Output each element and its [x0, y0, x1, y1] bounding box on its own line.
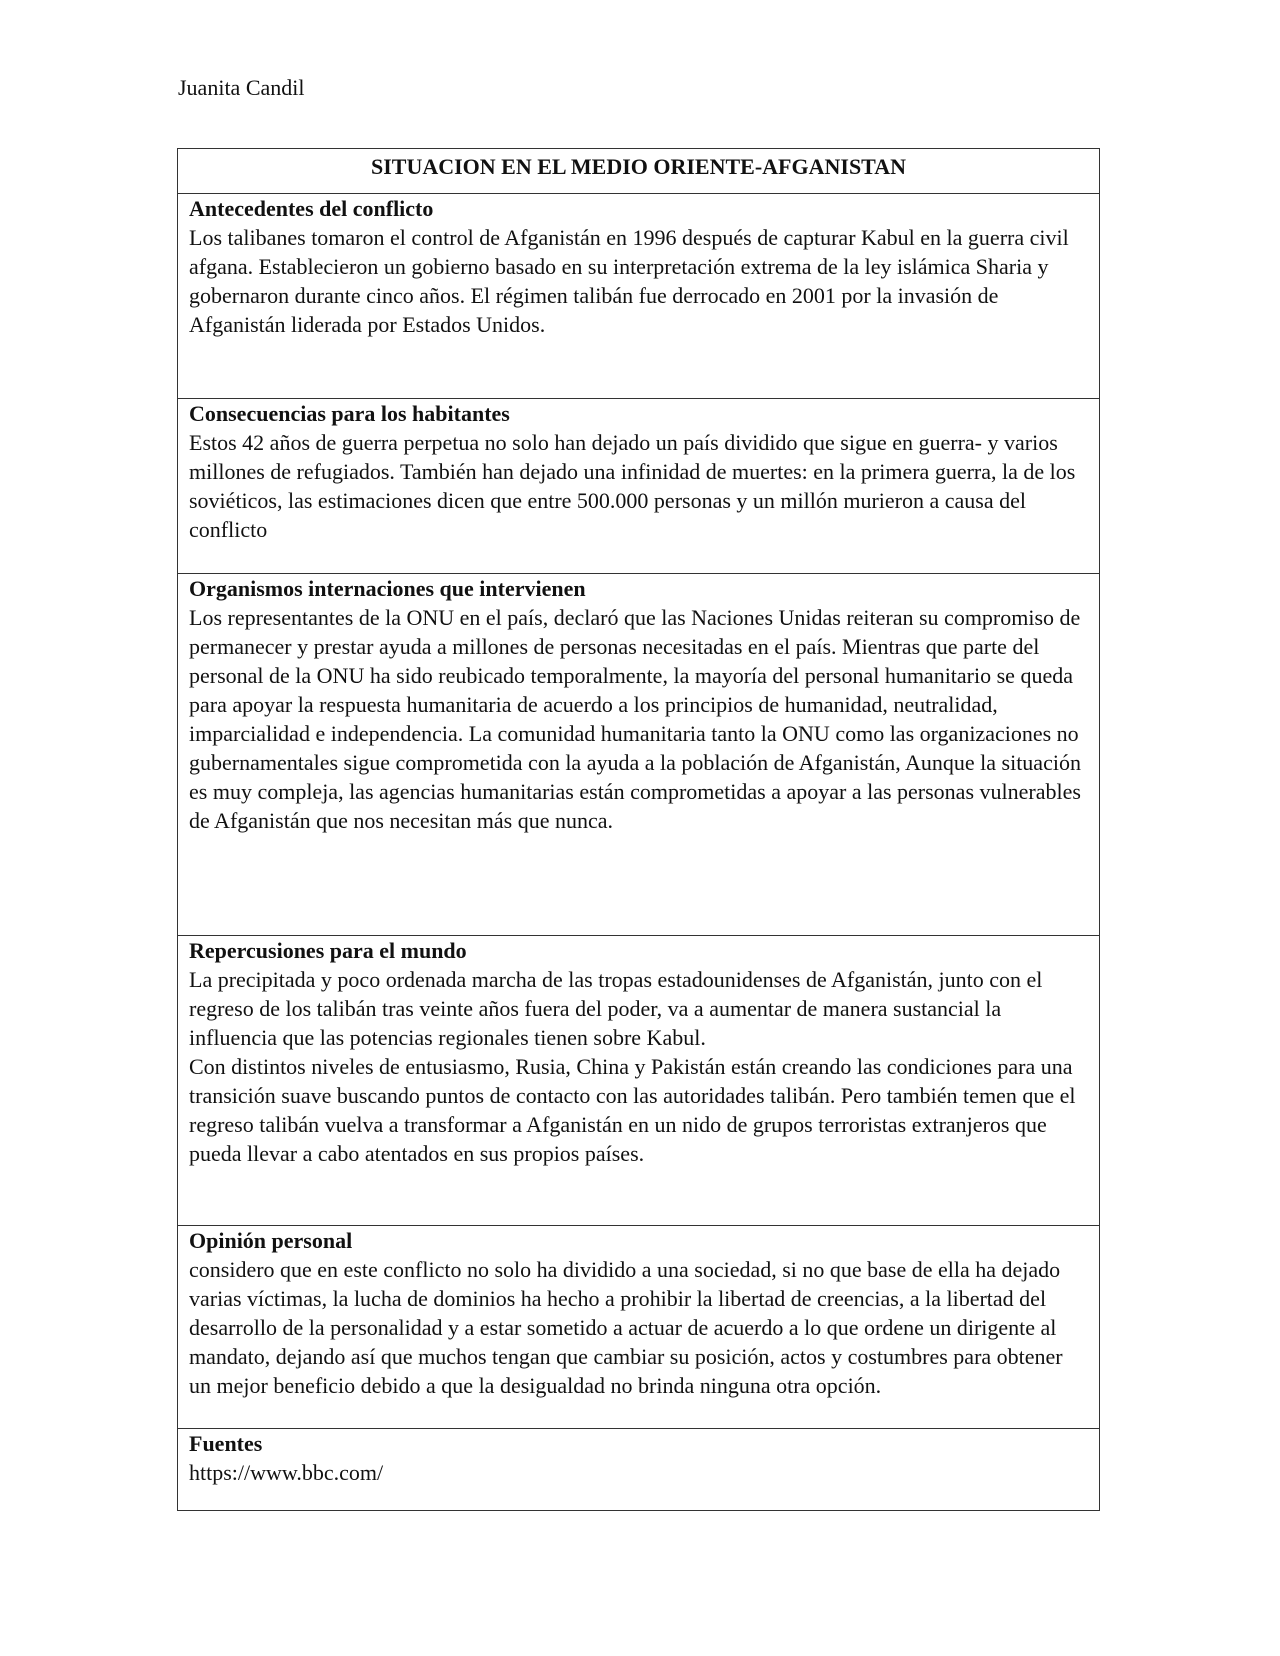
section-row-repercusiones [178, 936, 1100, 1226]
section-row-organismos [178, 574, 1100, 936]
section-cell [178, 399, 1100, 574]
section-row-antecedentes [178, 194, 1100, 399]
section-body: Los representantes de la ONU en el país, declaró que las Naciones Unidas reiteran su compromiso de permanecer y prestar ayuda a millones de personas necesitadas en el país. Mientras que parte del personal de la ONU ha sido reubicado temporalmente, la mayoría del personal humanitario se queda para apoyar la respuesta humanitaria de acuerdo a los principios de humanidad, neutralidad, imparcialidad e independencia. La comunidad humanitaria tanto la ONU como las organizaciones no gubernamentales sigue comprometida con la ayuda a la población de Afganistán, Aunque la situación es muy compleja, las agencias humanitarias están comprometidas a apoyar a las personas vulnerables de Afganistán que nos necesitan más que nunca. [189, 605, 1081, 833]
author-name: Juanita Candil [178, 75, 305, 100]
section-heading: Organismos internaciones que intervienen [189, 576, 586, 601]
section-row-consecuencias [178, 399, 1100, 574]
section-cell [178, 936, 1100, 1226]
situation-table [177, 148, 1100, 1511]
title-row [178, 149, 1100, 194]
section-heading: Consecuencias para los habitantes [189, 401, 510, 426]
section-row-opinion [178, 1226, 1100, 1429]
section-body: Los talibanes tomaron el control de Afganistán en 1996 después de capturar Kabul en la guerra civil afgana. Establecieron un gobierno basado en su interpretación extrema de la ley islámica Sharia y gobernaron durante cinco años. El régimen talibán fue derrocado en 2001 por la invasión de Afganistán liderada por Estados Unidos. [189, 225, 1069, 337]
table-title: SITUACION EN EL MEDIO ORIENTE-AFGANISTAN [178, 149, 1100, 194]
section-heading: Opinión personal [189, 1228, 353, 1253]
section-cell [178, 1226, 1100, 1429]
source-link[interactable]: https://www.bbc.com/ [189, 1460, 384, 1485]
section-body: considero que en este conflicto no solo ha dividido a una sociedad, si no que base de ella ha dejado varias víctimas, la lucha de dominios ha hecho a prohibir la libertad de creencias, a la libertad del desarrollo de la personalidad y a estar sometido a actuar de acuerdo a lo que ordene un dirigente al mandato, dejando así que muchos tengan que cambiar su posición, actos y costumbres para obtener un mejor beneficio debido a que la desigualdad no brinda ninguna otra opción. [189, 1257, 1063, 1398]
section-cell [178, 1429, 1100, 1511]
section-cell [178, 194, 1100, 399]
section-cell [178, 574, 1100, 936]
section-body: Estos 42 años de guerra perpetua no solo han dejado un país dividido que sigue en guerra- y varios millones de refugiados. También han dejado una infinidad de muertes: en la primera guerra, la de los soviéticos, las estimaciones dicen que entre 500.000 personas y un millón murieron a causa del conflicto [189, 430, 1076, 542]
section-heading: Repercusiones para el mundo [189, 938, 467, 963]
section-heading: Antecedentes del conflicto [189, 196, 434, 221]
section-body: La precipitada y poco ordenada marcha de las tropas estadounidenses de Afganistán, junto con el regreso de los talibán tras veinte años fuera del poder, va a aumentar de manera sustancial la influencia que las potencias regionales tienen sobre Kabul. Con distintos niveles de entusiasmo, Rusia, China y Pakistán están creando las condiciones para una transición suave buscando puntos de contacto con las autoridades talibán. Pero también temen que el regreso talibán vuelva a transformar a Afganistán en un nido de grupos terroristas extranjeros que pueda llevar a cabo atentados en sus propios países. [189, 967, 1076, 1166]
section-heading: Fuentes [189, 1431, 263, 1456]
section-row-fuentes [178, 1429, 1100, 1511]
